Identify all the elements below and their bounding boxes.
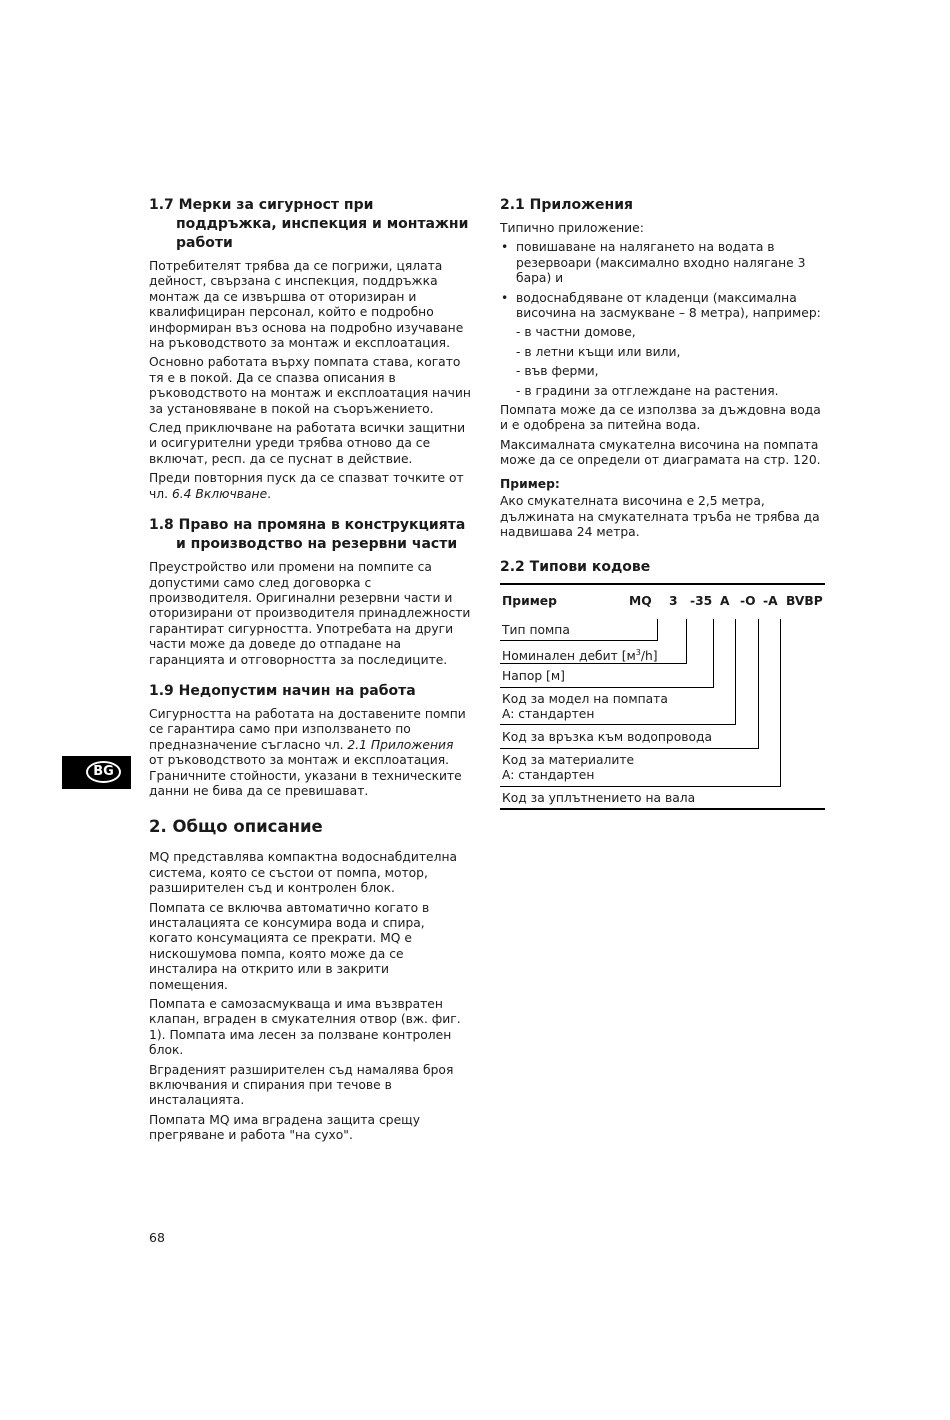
- row-label: Напор [м]: [502, 669, 565, 684]
- paragraph: Преустройство или промени на помпите са допустими само след договорка с производителя. Оригинални резервни части и оторизирани от производителя принадлежности гарантират сигурността. Употребата на други части може да доведе до отпадане на гаранцията и отговорността за последиците.: [149, 560, 471, 667]
- bullet-list: [500, 240, 825, 321]
- row-label: Тип помпа: [502, 623, 570, 638]
- leader-line: [657, 619, 658, 640]
- row-underline: [500, 786, 781, 787]
- left-column: [149, 196, 471, 1158]
- paragraph: Вграденият разширителен съд намалява броя включвания и спирания при течове в инсталацията.: [149, 1062, 454, 1108]
- header-label: Пример: [502, 594, 557, 609]
- paragraph: MQ представлява компактна водоснабдителна система, която се състои от помпа, мотор, разширителен съд и контролен блок.: [149, 850, 458, 896]
- text: Номинален дебит [м: [502, 649, 636, 664]
- paragraph: Помпата е самозасмукваща и има възвратен клапан, вграден в смукателния отвор (вж. фиг. 1). Помпата има лесен за ползване контролен блок.: [149, 997, 461, 1058]
- section-1-9: [149, 682, 471, 799]
- text: /h]: [640, 649, 658, 664]
- section-2-1: [500, 196, 825, 540]
- section-heading: 2.2 Типови кодове: [500, 559, 651, 576]
- example-label: Пример:: [500, 476, 560, 491]
- section-1-8: [149, 516, 471, 668]
- row-underline: [500, 640, 658, 641]
- paragraph: Основно работата върху помпата става, когато тя е в покой. Да се спазва описания в ръководството на монтаж и експлоатация начин за установяване в покой на съоръжението.: [149, 355, 471, 416]
- paragraph: Ако смукателната височина е 2,5 метра, дължината на смукателната тръба не трябва да надвишава 24 метра.: [500, 494, 820, 539]
- section-1-7: [149, 196, 471, 502]
- leader-line: [780, 619, 781, 786]
- row-underline: [500, 748, 759, 749]
- row-label: Код за модел на помпата: [502, 692, 668, 707]
- leader-line: [686, 619, 687, 663]
- list-item: - в градини за отглеждане на растения.: [516, 383, 779, 398]
- code-connection: -O: [740, 594, 756, 609]
- text: от ръководството за монтаж и експлоатация. Граничните стойности, указани в техническите данни не бива да се превишават.: [149, 753, 462, 798]
- top-rule: [500, 583, 825, 585]
- page-number: 68: [149, 1230, 165, 1245]
- paragraph: Помпата се включва автоматично когато в инсталацията се консумира вода и спира, когато консумацията се прекрати. MQ е нискошумова помпа, която може да се инсталира на открито или в закрити помещения.: [149, 900, 430, 992]
- row-label: Код за връзка към водопровода: [502, 730, 713, 745]
- language-code: BG: [86, 761, 121, 783]
- row-sublabel: A: стандартен: [502, 768, 595, 783]
- dash-list: [516, 325, 825, 399]
- paragraph: Максималната смукателна височина на помпата може да се определи от диаграмата на стр. 120.: [500, 437, 821, 468]
- list-item: - във ферми,: [516, 364, 599, 379]
- paragraph: Типично приложение:: [500, 221, 644, 235]
- code-material: -A: [763, 594, 778, 609]
- text: Преди повторния пуск да се спазват точките от чл.: [149, 471, 464, 501]
- right-column: [500, 196, 825, 811]
- leader-line: [758, 619, 759, 748]
- row-label: [502, 645, 658, 665]
- list-item: - в летни къщи или вили,: [516, 344, 681, 359]
- row-underline: [500, 687, 714, 688]
- section-2-2: [500, 558, 825, 811]
- list-item: - в частни домове,: [516, 325, 636, 340]
- chapter-heading: 2. Общо описание: [149, 817, 323, 837]
- text: .: [267, 486, 272, 501]
- section-heading: 1.7 Мерки за сигурност при поддръжка, инспекция и монтажни работи: [149, 197, 469, 251]
- leader-line: [735, 619, 736, 724]
- section-reference: 2.1 Приложения: [347, 737, 454, 752]
- code-model: A: [720, 594, 730, 609]
- code-seal: BVBP: [786, 594, 823, 609]
- paragraph: Помпата MQ има вградена защита срещу прегряване и работа "на сухо".: [149, 1112, 420, 1143]
- section-heading: 1.8 Право на промяна в конструкцията и производство на резервни части: [149, 517, 466, 553]
- bottom-rule: [500, 808, 825, 810]
- paragraph: [149, 707, 471, 799]
- leader-line: [713, 619, 714, 687]
- text: Сигурността на работата на доставените помпи се гарантира само при използването по предназначение съгласно чл.: [149, 706, 466, 752]
- section-heading: 1.9 Недопустим начин на работа: [149, 682, 416, 699]
- code-head: -35: [690, 594, 713, 609]
- superscript: 3: [635, 648, 641, 658]
- row-sublabel: A: стандартен: [502, 707, 595, 722]
- section-heading: 2.1 Приложения: [500, 197, 633, 213]
- section-2: [149, 817, 471, 1143]
- row-underline: [500, 724, 736, 725]
- list-item: • повишаване на налягането на водата в резервоари (максимално входно налягане 3 бара) и: [500, 240, 825, 286]
- code-flow: 3: [669, 594, 678, 609]
- paragraph: Помпата може да се използва за дъждовна вода и е одобрена за питейна вода.: [500, 403, 821, 433]
- section-reference: 6.4 Включване: [171, 486, 268, 501]
- language-tab: [62, 756, 131, 789]
- row-label: Код за уплътнението на вала: [502, 791, 696, 806]
- type-code-diagram: [500, 583, 825, 811]
- paragraph: [149, 471, 471, 502]
- row-underline: [500, 663, 687, 664]
- list-item: • водоснабдяване от кладенци (максимална височина на засмукване – 8 метра), например:: [500, 291, 825, 322]
- paragraph: След приключване на работата всички защитни и осигурителни уреди трябва отново да се включат, респ. да се пуснат в действие.: [149, 421, 466, 466]
- paragraph: Потребителят трябва да се погрижи, цялата дейност, свързана с инспекция, поддръжка монтаж да се извършва от оторизиран и квалифициран персонал, който е подробно информиран въз основа на подробно изучаване на ръководството за монтаж и експлоатация.: [149, 259, 464, 351]
- row-label: Код за материалите: [502, 753, 635, 768]
- code-mq: MQ: [629, 594, 652, 609]
